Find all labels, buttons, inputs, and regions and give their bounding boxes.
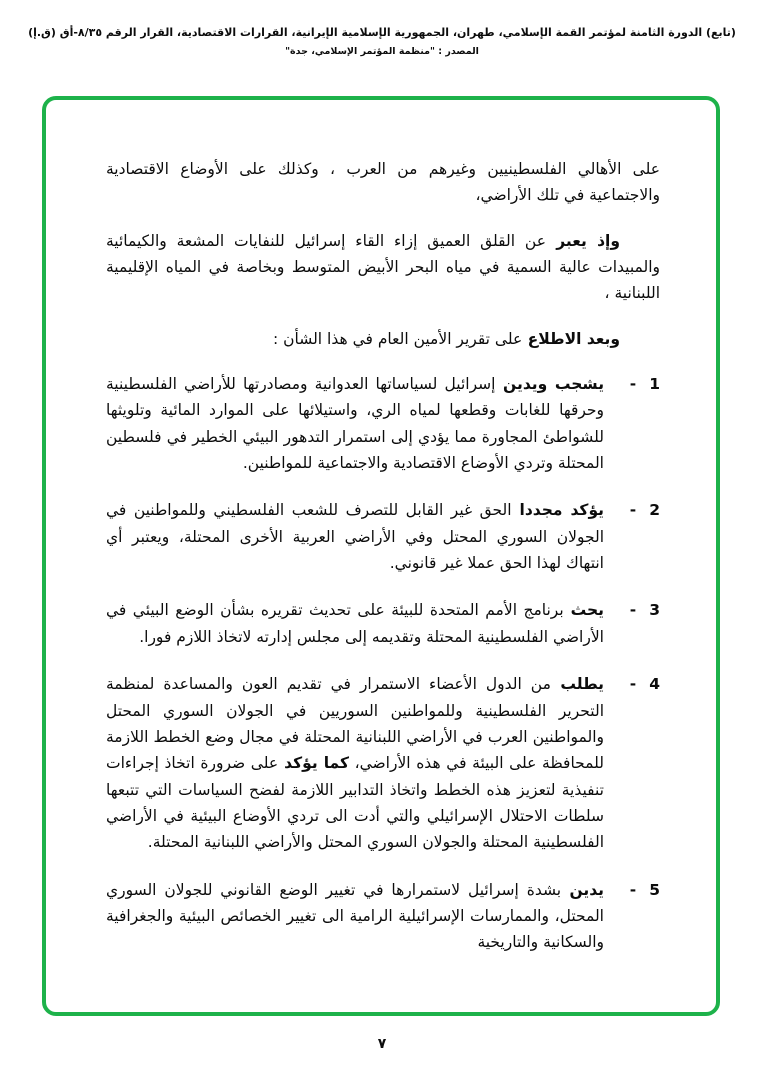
item-digit: 3: [649, 601, 660, 620]
bold-phrase: كما يؤكد: [278, 754, 349, 773]
text-run: على ضرورة اتخاذ إجراءات تنفيذية لتعزيز هذه الخطط واتخاذ التدابير اللازمة لفضح السياسات التي تتبعها سلطات الاحتلال الإسرائيلي والتي أدت الى تردي الأوضاع البيئية في الأراضي الفلسطينية المحتلة والجولان السوري المحتل والأراضي اللبنانية المحتلة.: [106, 754, 604, 852]
list-item: [106, 877, 660, 956]
list-item: [106, 497, 660, 576]
item-dash: -: [629, 675, 637, 694]
header-citation: (تابع) الدورة الثامنة لمؤتمر القمة الإسلامي، طهران، الجمهورية الإسلامية الإيرانية، القرارات الاقتصادية، القرار الرقم ٨/٣٥-أق (ق.إ): [28, 26, 736, 39]
bold-phrase: وبعد الاطلاع: [522, 329, 620, 348]
item-dash: -: [629, 501, 637, 520]
item-number: [604, 597, 660, 650]
text-run: على تقرير الأمين العام في هذا الشأن :: [272, 329, 523, 348]
list-item: [106, 371, 660, 476]
document-body: [46, 100, 716, 956]
list-item: [106, 597, 660, 650]
page-number: ٧: [377, 1036, 387, 1052]
text-run: عن القلق العميق إزاء القاء إسرائيل للنفايات المشعة والكيمائية والمبيدات عالية السمية في مياه البحر الأبيض المتوسط وبخاصة في المياه الإقليمية اللبنانية ،: [106, 231, 660, 303]
item-number: [604, 497, 660, 576]
paragraph-preamble-report: [106, 326, 660, 352]
item-dash: -: [629, 375, 637, 394]
item-digit: 4: [649, 675, 660, 694]
header-source: المصدر : "منظمة المؤتمر الإسلامي، جدة": [285, 46, 479, 57]
text-run: على الأهالي الفلسطينيين وغيرهم من العرب ، وكذلك على الأوضاع الاقتصادية والاجتماعية في تلك الأراضي،: [106, 160, 660, 205]
text-run: بشدة إسرائيل لاستمرارها في تغيير الوضع القانوني للجولان السوري المحتل، والممارسات الإسرائيلية الرامية الى تغيير الخصائص البيئية والجغرافية والسكانية والتاريخية: [106, 880, 604, 952]
item-digit: 2: [649, 501, 660, 520]
bold-phrase: يؤكد مجددا: [511, 501, 604, 520]
bold-phrase: وإذ يعبر: [545, 231, 621, 250]
item-digit: 5: [649, 880, 660, 899]
item-dash: -: [629, 880, 637, 899]
bold-phrase: يشجب ويدين: [495, 375, 605, 394]
item-text: [106, 671, 604, 855]
item-digit: 1: [649, 375, 660, 394]
item-text: [106, 877, 604, 956]
content-frame: [42, 96, 720, 1016]
bold-phrase: يحث: [563, 601, 604, 620]
text-run: الحق غير القابل للتصرف للشعب الفلسطيني وللمواطنين في الجولان السوري المحتل وفي الأراضي العربية الأخرى المحتلة، ويعتبر أي انتهاك لهذا الحق عملا غير قانوني.: [106, 501, 604, 573]
paragraph-preamble-concern: [106, 228, 660, 307]
item-text: [106, 371, 604, 476]
item-dash: -: [629, 601, 637, 620]
item-text: [106, 497, 604, 576]
item-number: [604, 371, 660, 476]
text-run: إسرائيل لسياساتها العدوانية ومصادرتها للأراضي الفلسطينية وحرقها للغابات وقطعها لمياه الري، واستيلائها على الموارد المائية وتلويثها للشواطئ المجاورة مما يؤدي إلى استمرار التدهور البيئي الخطير في فلسطين المحتلة وتردي الأوضاع الاقتصادية والاجتماعية للمواطنين.: [106, 375, 604, 473]
item-number: [604, 671, 660, 855]
item-text: [106, 597, 604, 650]
bold-phrase: يدين: [561, 880, 604, 899]
text-run: برنامج الأمم المتحدة للبيئة على تحديث تقريره بشأن الوضع البيئي في الأراضي الفلسطينية المحتلة وتقديمه إلى مجلس إدارته لاتخاذ اللازم فورا.: [106, 601, 604, 646]
paragraph-continuation: [106, 156, 660, 209]
text-run: من الدول الأعضاء الاستمرار في تقديم العون والمساعدة لمنظمة التحرير الفلسطينية وللمواطنين السوريين في الجولان السوري المحتل والمواطنين العرب في الأراضي اللبنانية المحتلة في مجال وضع الخطط اللازمة للمحافظة على البيئة في هذه الأراضي،: [106, 675, 604, 773]
document-header: [0, 0, 764, 57]
list-item: [106, 671, 660, 855]
bold-phrase: يطلب: [550, 675, 604, 694]
item-number: [604, 877, 660, 956]
